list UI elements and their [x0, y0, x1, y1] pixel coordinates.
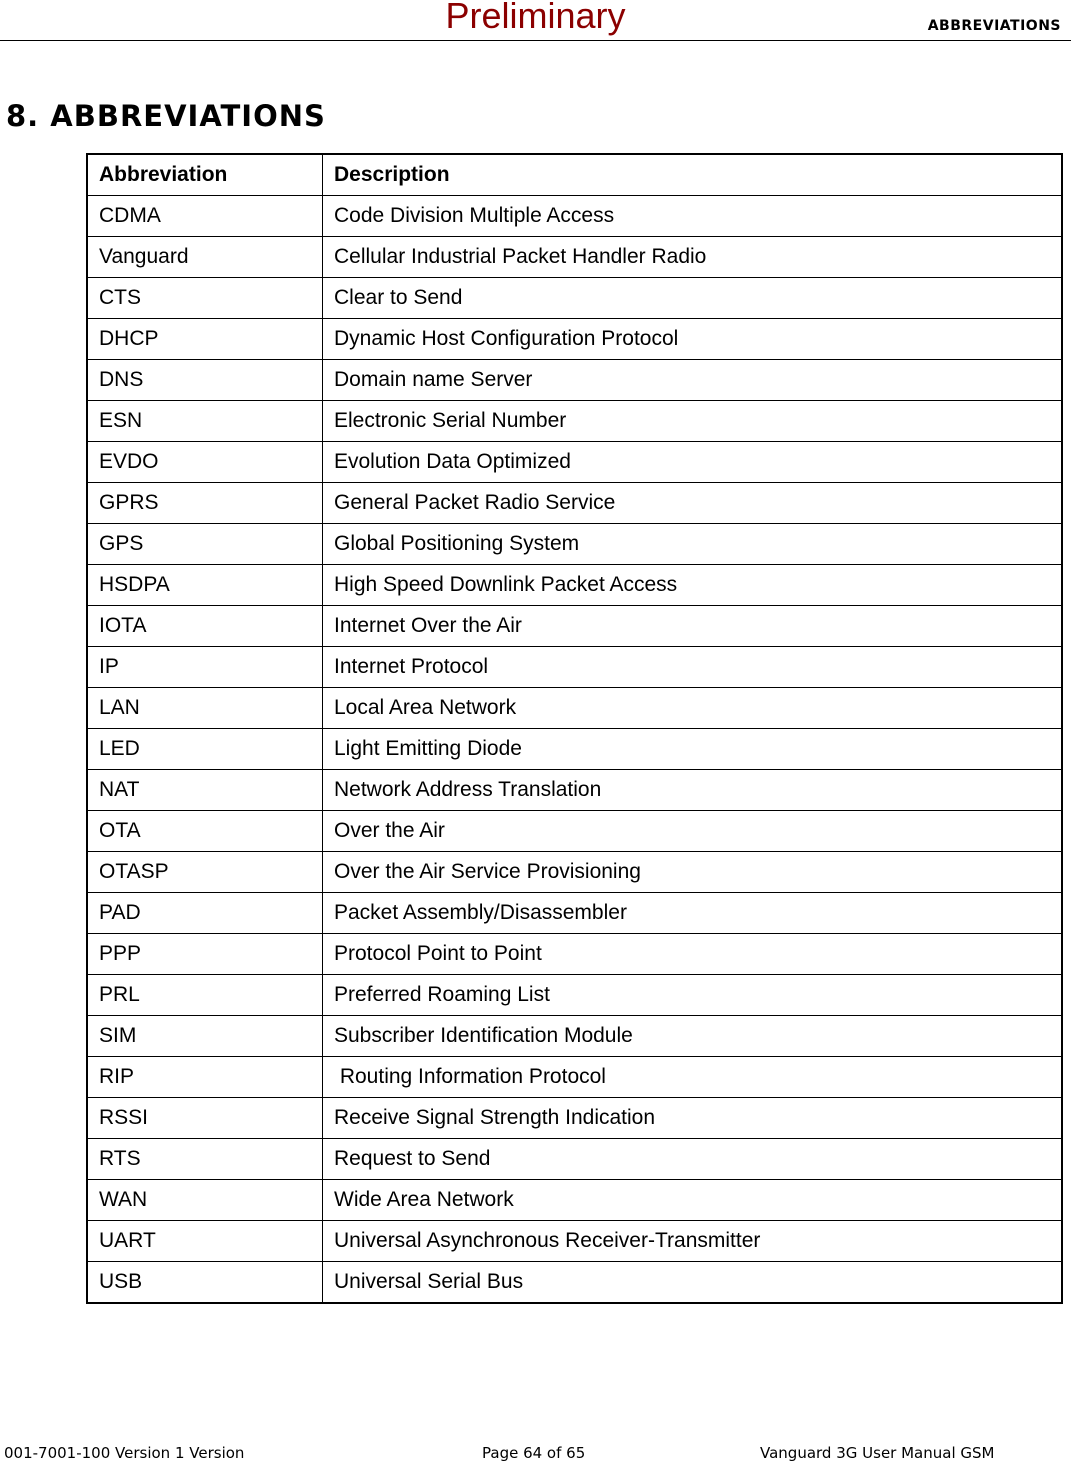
abbreviation-cell: LAN — [87, 688, 323, 729]
table-row — [87, 565, 1062, 606]
abbreviation-cell: PPP — [87, 934, 323, 975]
table-row — [87, 1221, 1062, 1262]
table-row — [87, 1098, 1062, 1139]
abbreviation-cell: GPS — [87, 524, 323, 565]
description-cell: Receive Signal Strength Indication — [323, 1098, 1063, 1139]
abbreviation-cell: ESN — [87, 401, 323, 442]
abbreviations-table — [86, 153, 1063, 1304]
description-cell: General Packet Radio Service — [323, 483, 1063, 524]
description-cell: Global Positioning System — [323, 524, 1063, 565]
abbreviation-cell: DHCP — [87, 319, 323, 360]
table-row — [87, 1262, 1062, 1304]
abbreviation-cell: OTASP — [87, 852, 323, 893]
abbreviation-cell: UART — [87, 1221, 323, 1262]
table-row — [87, 483, 1062, 524]
table-row — [87, 729, 1062, 770]
abbreviation-cell: RSSI — [87, 1098, 323, 1139]
abbreviation-cell: EVDO — [87, 442, 323, 483]
description-cell: Domain name Server — [323, 360, 1063, 401]
table-row — [87, 852, 1062, 893]
table-row — [87, 360, 1062, 401]
footer-manual-title: Vanguard 3G User Manual GSM — [760, 1444, 995, 1462]
description-cell: Request to Send — [323, 1139, 1063, 1180]
abbreviation-cell: CDMA — [87, 196, 323, 237]
table-header-row — [87, 154, 1062, 196]
table-row — [87, 1057, 1062, 1098]
abbreviation-cell: RIP — [87, 1057, 323, 1098]
table-row — [87, 442, 1062, 483]
table-row — [87, 811, 1062, 852]
table-row — [87, 606, 1062, 647]
table-row — [87, 893, 1062, 934]
table-header — [87, 154, 1062, 196]
table-body — [87, 196, 1062, 1304]
abbreviation-cell: CTS — [87, 278, 323, 319]
abbreviation-cell: RTS — [87, 1139, 323, 1180]
abbreviation-cell: Vanguard — [87, 237, 323, 278]
column-header-description: Description — [323, 154, 1063, 196]
description-cell: Subscriber Identification Module — [323, 1016, 1063, 1057]
preliminary-watermark: Preliminary — [445, 0, 626, 36]
table-row — [87, 770, 1062, 811]
table-row — [87, 237, 1062, 278]
running-header-title: ABBREVIATIONS — [927, 18, 1061, 34]
description-cell: Routing Information Protocol — [323, 1057, 1063, 1098]
table-row — [87, 196, 1062, 237]
table-row — [87, 975, 1062, 1016]
description-cell: Universal Serial Bus — [323, 1262, 1063, 1304]
description-cell: Clear to Send — [323, 278, 1063, 319]
abbreviation-cell: NAT — [87, 770, 323, 811]
description-cell: Over the Air — [323, 811, 1063, 852]
table-row — [87, 1139, 1062, 1180]
description-cell: Packet Assembly/Disassembler — [323, 893, 1063, 934]
abbreviation-cell: USB — [87, 1262, 323, 1304]
table-row — [87, 524, 1062, 565]
abbreviation-cell: IP — [87, 647, 323, 688]
abbreviation-cell: IOTA — [87, 606, 323, 647]
abbreviation-cell: PRL — [87, 975, 323, 1016]
description-cell: Dynamic Host Configuration Protocol — [323, 319, 1063, 360]
table-row — [87, 319, 1062, 360]
description-cell: Internet Protocol — [323, 647, 1063, 688]
abbreviation-cell: HSDPA — [87, 565, 323, 606]
abbreviation-cell: LED — [87, 729, 323, 770]
abbreviation-cell: WAN — [87, 1180, 323, 1221]
description-cell: Protocol Point to Point — [323, 934, 1063, 975]
description-cell: Network Address Translation — [323, 770, 1063, 811]
description-cell: Electronic Serial Number — [323, 401, 1063, 442]
description-cell: High Speed Downlink Packet Access — [323, 565, 1063, 606]
description-cell: Code Division Multiple Access — [323, 196, 1063, 237]
table-row — [87, 1180, 1062, 1221]
description-cell: Cellular Industrial Packet Handler Radio — [323, 237, 1063, 278]
table-row — [87, 647, 1062, 688]
footer-document-number: 001-7001-100 Version 1 Version — [4, 1444, 245, 1462]
description-cell: Internet Over the Air — [323, 606, 1063, 647]
abbreviation-cell: SIM — [87, 1016, 323, 1057]
abbreviation-cell: DNS — [87, 360, 323, 401]
table-row — [87, 1016, 1062, 1057]
description-cell: Evolution Data Optimized — [323, 442, 1063, 483]
footer-page-number: Page 64 of 65 — [482, 1444, 586, 1462]
table-row — [87, 934, 1062, 975]
description-cell: Preferred Roaming List — [323, 975, 1063, 1016]
description-cell: Universal Asynchronous Receiver-Transmitter — [323, 1221, 1063, 1262]
description-cell: Wide Area Network — [323, 1180, 1063, 1221]
abbreviation-cell: GPRS — [87, 483, 323, 524]
column-header-abbreviation: Abbreviation — [87, 154, 323, 196]
table-row — [87, 278, 1062, 319]
table-row — [87, 401, 1062, 442]
header-divider — [0, 40, 1071, 41]
table-row — [87, 688, 1062, 729]
abbreviation-cell: PAD — [87, 893, 323, 934]
description-cell: Light Emitting Diode — [323, 729, 1063, 770]
description-cell: Local Area Network — [323, 688, 1063, 729]
description-cell: Over the Air Service Provisioning — [323, 852, 1063, 893]
section-title: 8. ABBREVIATIONS — [6, 99, 326, 133]
abbreviation-cell: OTA — [87, 811, 323, 852]
